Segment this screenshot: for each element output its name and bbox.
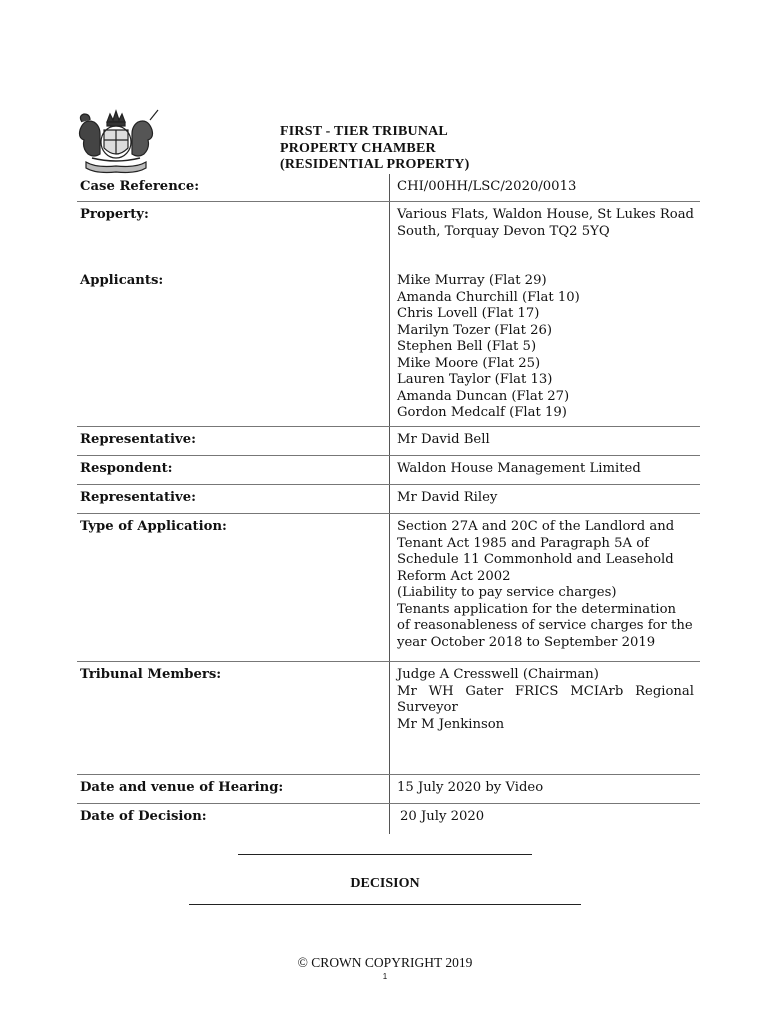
applicant-representative-row (77, 427, 700, 456)
tribunal-heading (280, 124, 469, 174)
applicant-name: Gordon Medcalf (Flat 19) (397, 405, 567, 420)
property-label: Property: (80, 207, 149, 222)
applicants-row (77, 268, 700, 427)
application-type-line: Section 27A and 20C of the Landlord and (397, 519, 675, 534)
case-reference-row (77, 174, 700, 202)
respondent-label: Respondent: (77, 456, 390, 485)
application-type-line: Tenant Act 1985 and Paragraph 5A of (397, 535, 650, 551)
property-value: Various Flats, Waldon House, St Lukes Road South, Torquay Devon TQ2 5YQ (390, 202, 701, 269)
tribunal-member: Mr WH Gater FRICS MCIArb Regional Surveyor (397, 683, 694, 715)
application-type-value (390, 514, 701, 662)
applicant-representative-value: Mr David Bell (390, 427, 701, 456)
application-type-row (77, 514, 700, 662)
heading-line-2: PROPERTY CHAMBER (280, 140, 436, 156)
decision-date-value: 20 July 2020 (390, 804, 701, 835)
application-type-line: Reform Act 2002 (397, 568, 511, 584)
property-row (77, 202, 700, 269)
case-reference-label: Case Reference: (77, 174, 390, 202)
tribunal-members-row (77, 662, 700, 775)
applicant-name: Stephen Bell (Flat 5) (397, 339, 537, 354)
applicant-name: Amanda Duncan (Flat 27) (397, 388, 570, 404)
application-type-label: Type of Application: (77, 514, 390, 662)
respondent-value: Waldon House Management Limited (390, 456, 701, 485)
hearing-value: 15 July 2020 by Video (390, 775, 701, 804)
application-type-line: (Liability to pay service charges) (397, 585, 617, 600)
applicant-name: Mike Moore (Flat 25) (397, 355, 541, 371)
royal-coat-of-arms-icon (72, 108, 160, 174)
tribunal-member: Mr M Jenkinson (397, 716, 505, 732)
heading-line-3: (RESIDENTIAL PROPERTY) (280, 157, 470, 172)
applicant-representative-label: Representative: (77, 427, 390, 456)
applicant-name: Marilyn Tozer (Flat 26) (397, 322, 552, 338)
tribunal-member: Judge A Cresswell (Chairman) (397, 667, 599, 682)
tribunal-members-value (390, 662, 701, 775)
page-number: 1 (382, 972, 388, 981)
application-type-line: year October 2018 to September 2019 (397, 634, 656, 650)
hearing-label: Date and venue of Hearing: (77, 775, 390, 804)
case-reference-value: CHI/00HH/LSC/2020/0013 (390, 174, 701, 202)
copyright-notice: © CROWN COPYRIGHT 2019 (297, 955, 473, 970)
respondent-representative-row (77, 485, 700, 514)
decision-heading: DECISION (350, 876, 420, 891)
respondent-representative-label: Representative: (77, 485, 390, 514)
decision-date-label: Date of Decision: (80, 809, 207, 824)
heading-line-1: FIRST - TIER TRIBUNAL (280, 124, 448, 139)
applicant-name: Chris Lovell (Flat 17) (397, 306, 540, 321)
divider-bottom (189, 904, 581, 905)
applicant-name: Amanda Churchill (Flat 10) (397, 289, 580, 305)
hearing-row (77, 775, 700, 804)
tribunal-members-label: Tribunal Members: (77, 662, 390, 775)
applicant-name: Lauren Taylor (Flat 13) (397, 372, 553, 387)
application-type-line: Schedule 11 Commonhold and Leasehold (397, 552, 674, 567)
divider-top (238, 854, 532, 855)
applicants-label: Applicants: (77, 268, 390, 427)
applicants-list (390, 268, 701, 427)
application-type-line: of reasonableness of service charges for the (397, 618, 693, 633)
application-type-line: Tenants application for the determination (397, 601, 677, 617)
case-details-table (77, 174, 700, 834)
respondent-row (77, 456, 700, 485)
applicant-name: Mike Murray (Flat 29) (397, 273, 547, 288)
decision-date-row (77, 804, 700, 835)
respondent-representative-value: Mr David Riley (390, 485, 701, 514)
